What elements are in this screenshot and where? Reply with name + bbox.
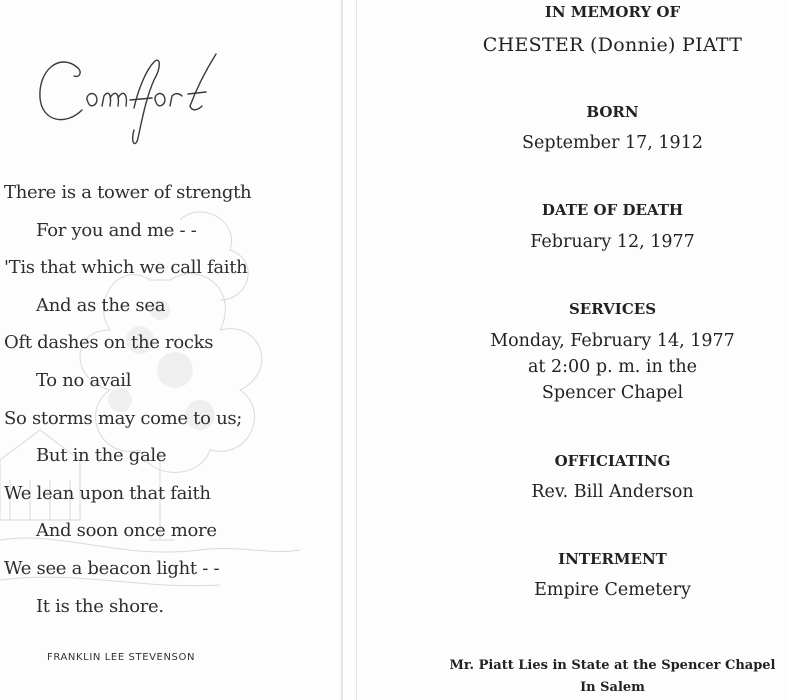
- card-fold-line-shadow: [356, 0, 357, 700]
- poem-line: To no avail: [36, 369, 132, 391]
- officiating-label: OFFICIATING: [554, 452, 671, 470]
- in-memory-heading: IN MEMORY OF: [544, 3, 681, 21]
- poem-line: 'Tis that which we call faith: [4, 257, 248, 279]
- poem-line: There is a tower of strength: [4, 182, 252, 203]
- poem-line: We see a beacon light - -: [4, 557, 220, 579]
- poem-line: But in the gale: [36, 445, 167, 467]
- poem-author: FRANKLIN LEE STEVENSON: [47, 652, 196, 663]
- lying-in-state-note: Mr. Piatt Lies in State at the Spencer Chapel: [449, 658, 776, 673]
- death-label: DATE OF DEATH: [541, 201, 684, 219]
- poem-line: We lean upon that faith: [4, 482, 211, 504]
- poem-line: For you and me - -: [36, 219, 197, 241]
- services-date: Monday, February 14, 1977: [490, 331, 735, 351]
- death-date: February 12, 1977: [530, 232, 695, 252]
- comfort-script-title: [30, 40, 230, 150]
- memorial-details-panel: [440, 0, 785, 700]
- poem-panel: [0, 0, 340, 700]
- services-location: Spencer Chapel: [541, 383, 684, 403]
- card-fold-line: [341, 0, 343, 700]
- poem-line: And soon once more: [36, 520, 217, 542]
- born-date: September 17, 1912: [522, 133, 703, 153]
- lying-in-state-town: In Salem: [580, 680, 645, 695]
- officiant-name: Rev. Bill Anderson: [531, 482, 694, 502]
- poem-line: It is the shore.: [36, 595, 164, 617]
- interment-label: INTERMENT: [558, 550, 667, 568]
- services-time: at 2:00 p. m. in the: [527, 357, 698, 377]
- poem-line: Oft dashes on the rocks: [4, 332, 214, 354]
- deceased-name: CHESTER (Donnie) PIATT: [482, 34, 743, 56]
- born-label: BORN: [586, 103, 639, 121]
- poem-text: [0, 174, 300, 625]
- services-label: SERVICES: [568, 300, 657, 318]
- poem-line: And as the sea: [36, 294, 166, 316]
- poem-line: So storms may come to us;: [4, 407, 243, 429]
- cemetery-name: Empire Cemetery: [534, 580, 691, 600]
